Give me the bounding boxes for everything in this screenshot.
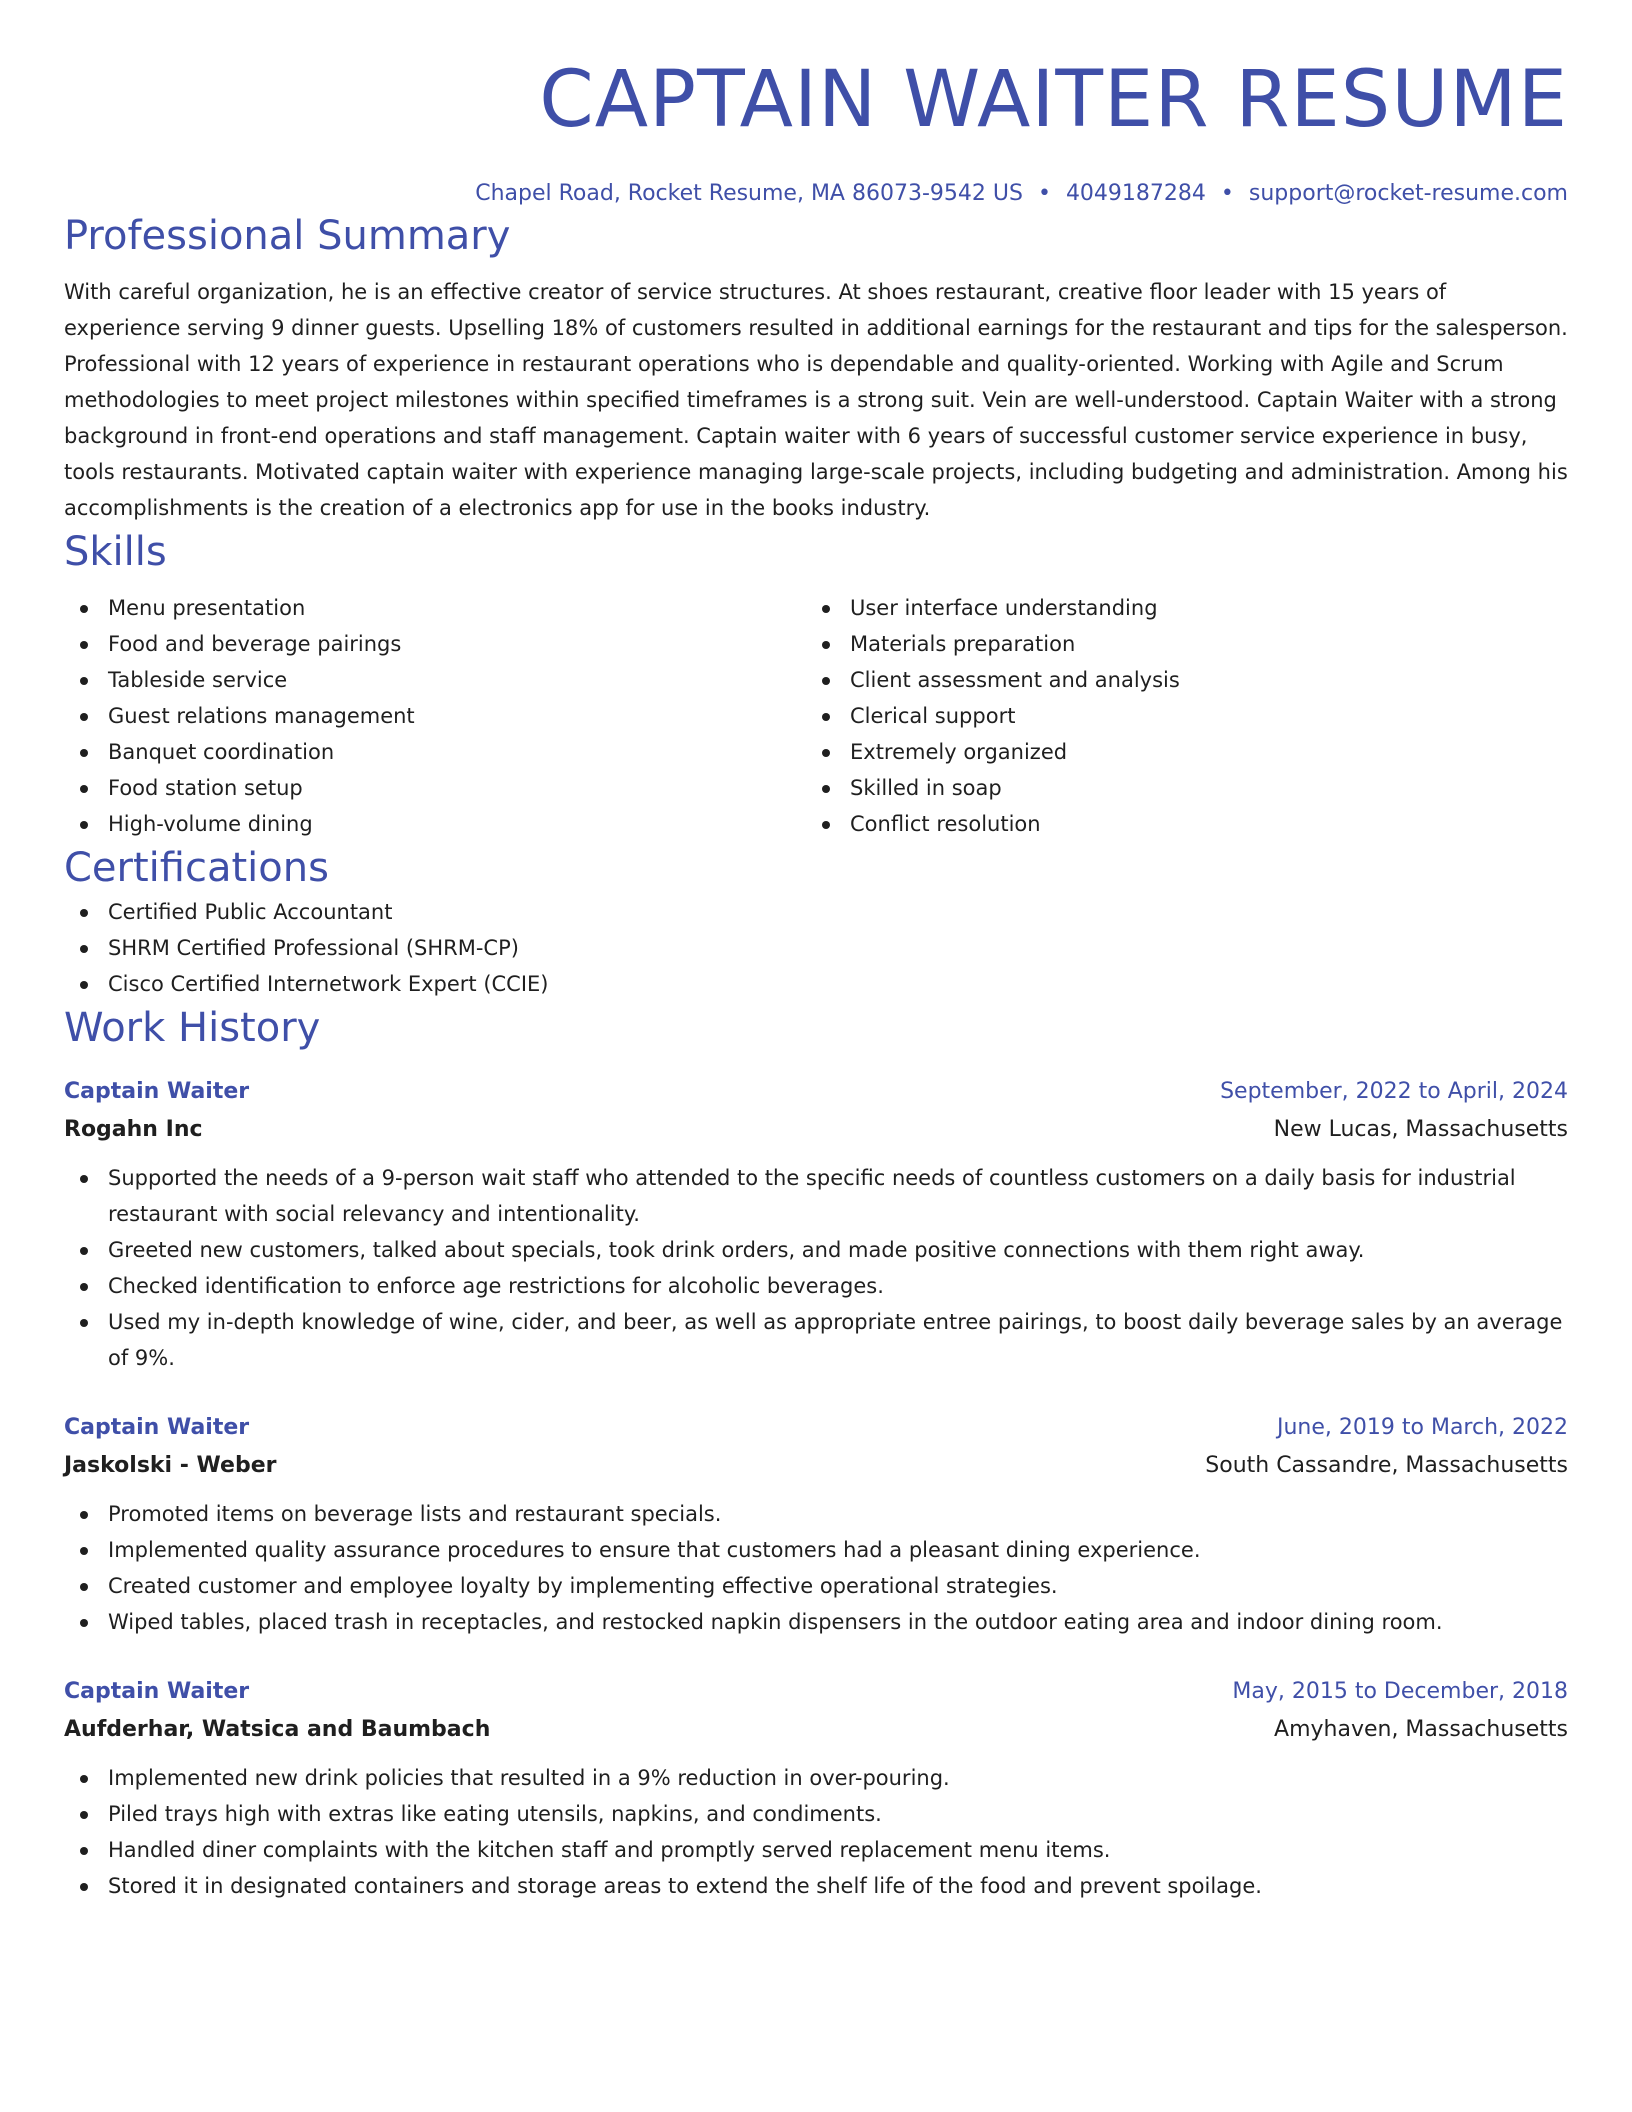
certifications-section (64, 842, 1568, 1002)
job-company: Rogahn Inc (64, 1117, 203, 1142)
job-company-row (64, 1110, 1568, 1150)
skills-section (64, 526, 1568, 842)
job-title-row (64, 1410, 1568, 1446)
skill-item: Menu presentation (64, 590, 806, 626)
job-bullet: Created customer and employee loyalty by implementing effective operational strategies. (64, 1568, 1568, 1604)
job-location: Amyhaven, Massachusetts (1274, 1717, 1568, 1742)
skill-item: Client assessment and analysis (806, 662, 1548, 698)
work-history-heading: Work History (64, 1005, 321, 1051)
job-title: Captain Waiter (64, 1415, 250, 1440)
certifications-list (64, 894, 1568, 1002)
skills-heading: Skills (64, 529, 167, 575)
job-title: Captain Waiter (64, 1679, 250, 1704)
job-bullet: Greeted new customers, talked about specials, took drink orders, and made positive connections with them right away. (64, 1232, 1568, 1268)
job-entry (64, 1074, 1568, 1376)
job-bullets (64, 1496, 1568, 1640)
job-entry (64, 1674, 1568, 1904)
skill-item: User interface understanding (806, 590, 1548, 626)
job-bullet: Used my in-depth knowledge of wine, cider, and beer, as well as appropriate entree pairings, to boost daily beverage sales by an average of 9%. (64, 1304, 1568, 1376)
contact-separator: • (1037, 181, 1051, 206)
skill-item: Conflict resolution (806, 806, 1548, 842)
job-bullet: Stored it in designated containers and storage areas to extend the shelf life of the food and prevent spoilage. (64, 1868, 1568, 1904)
certification-item: Certified Public Accountant (64, 894, 1568, 930)
skill-item: Materials preparation (806, 626, 1548, 662)
job-location: South Cassandre, Massachusetts (1205, 1453, 1568, 1478)
job-title-row (64, 1074, 1568, 1110)
job-title-row (64, 1674, 1568, 1710)
job-bullet: Supported the needs of a 9-person wait staff who attended to the specific needs of countless customers on a daily basis for industrial restaurant with social relevancy and intentionality. (64, 1160, 1568, 1232)
job-company: Jaskolski - Weber (64, 1453, 277, 1478)
skills-list-left (64, 590, 806, 842)
job-company: Aufderhar, Watsica and Baumbach (64, 1717, 491, 1742)
skill-item: Guest relations management (64, 698, 806, 734)
job-dates: May, 2015 to December, 2018 (1232, 1679, 1568, 1704)
job-bullet: Implemented new drink policies that resulted in a 9% reduction in over-pouring. (64, 1760, 1568, 1796)
job-location: New Lucas, Massachusetts (1273, 1117, 1568, 1142)
job-bullet: Checked identification to enforce age restrictions for alcoholic beverages. (64, 1268, 1568, 1304)
contact-phone[interactable]: 4049187284 (1065, 181, 1206, 206)
skill-item: Food station setup (64, 770, 806, 806)
certification-item: SHRM Certified Professional (SHRM-CP) (64, 930, 1568, 966)
skill-item: Clerical support (806, 698, 1548, 734)
skills-list-right (806, 590, 1548, 842)
certifications-heading: Certifications (64, 845, 329, 891)
skill-item: Extremely organized (806, 734, 1548, 770)
job-company-row (64, 1710, 1568, 1750)
job-dates: June, 2019 to March, 2022 (1277, 1415, 1568, 1440)
skill-item: Tableside service (64, 662, 806, 698)
contact-line (64, 178, 1568, 210)
job-dates: September, 2022 to April, 2024 (1220, 1079, 1568, 1104)
summary-section (64, 210, 1568, 526)
skills-columns (64, 590, 1568, 842)
resume-header (64, 0, 1568, 210)
job-bullet: Promoted items on beverage lists and restaurant specials. (64, 1496, 1568, 1532)
resume-title: CAPTAIN WAITER RESUME (539, 55, 1568, 145)
job-company-row (64, 1446, 1568, 1486)
skill-item: Banquet coordination (64, 734, 806, 770)
skill-item: High-volume dining (64, 806, 806, 842)
job-bullet: Handled diner complaints with the kitchen staff and promptly served replacement menu items. (64, 1832, 1568, 1868)
skill-item: Food and beverage pairings (64, 626, 806, 662)
summary-heading: Professional Summary (64, 213, 511, 259)
work-history-section (64, 1002, 1568, 1904)
job-bullets (64, 1760, 1568, 1904)
contact-separator: • (1220, 181, 1234, 206)
job-bullets (64, 1160, 1568, 1376)
skill-item: Skilled in soap (806, 770, 1548, 806)
job-bullet: Piled trays high with extras like eating utensils, napkins, and condiments. (64, 1796, 1568, 1832)
job-bullet: Wiped tables, placed trash in receptacles, and restocked napkin dispensers in the outdoor eating area and indoor dining room. (64, 1604, 1568, 1640)
contact-address: Chapel Road, Rocket Resume, MA 86073-9542 US (475, 181, 1023, 206)
job-entry (64, 1410, 1568, 1640)
job-bullet: Implemented quality assurance procedures to ensure that customers had a pleasant dining experience. (64, 1532, 1568, 1568)
certification-item: Cisco Certified Internetwork Expert (CCIE) (64, 966, 1568, 1002)
job-title: Captain Waiter (64, 1079, 250, 1104)
summary-text: With careful organization, he is an effective creator of service structures. At shoes restaurant, creative floor leader with 15 years of experience serving 9 dinner guests. Upselling 18% of customers resulted in additional earnings for the restaurant and tips for the salesperson. Professional with 12 years of experience in restaurant operations who is dependable and quality-oriented. Working with Agile and Scrum methodologies to meet project milestones within specified timeframes is a strong suit. Vein are well-understood. Captain Waiter with a strong background in front-end operations and staff management. Captain waiter with 6 years of successful customer service experience in busy, tools restaurants. Motivated captain waiter with experience managing large-scale projects, including budgeting and administration. Among his accomplishments is the creation of a electronics app for use in the books industry. (64, 280, 1568, 520)
contact-email[interactable]: support@rocket-resume.com (1248, 181, 1568, 206)
